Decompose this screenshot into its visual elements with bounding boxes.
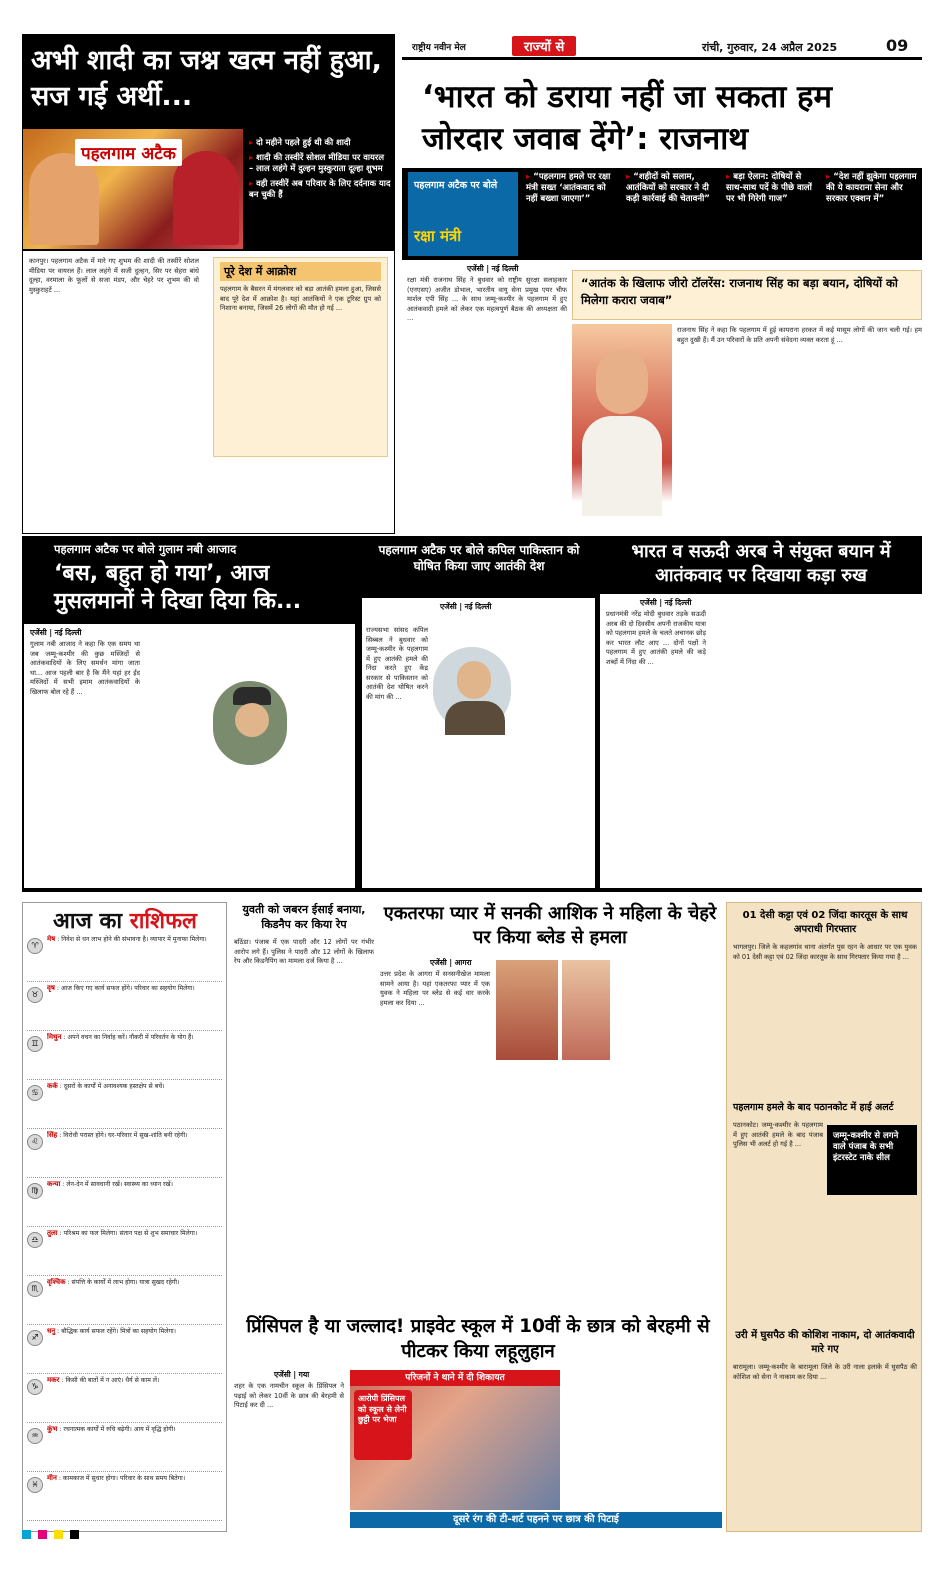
rashi-text-block [47,1033,222,1043]
rashi-text-block [47,984,222,994]
rashi-name: सिंह [47,1131,58,1139]
zodiac-icon: ♊ [27,1036,43,1052]
rajnath-point: ▸ “देश नहीं झुकेगा पहलगाम की ये कायराना सेना और सरकार एक्शन में” [826,172,918,205]
rashi-text-block [47,1131,222,1141]
azad-body-col3 [248,628,352,885]
zodiac-icon: ♋ [27,1085,43,1101]
conversion-headline: युवती को जबरन ईसाई बनाया, किडनैप कर किया रेप [242,903,366,931]
rashi-name: कुंभ [47,1425,58,1433]
sibal-byline: एजेंसी | नई दिल्ली [440,602,492,611]
rashi-separator: : [54,985,61,992]
rashi-text-block [47,1376,222,1386]
school-story [234,1314,722,1532]
sidebar-title: पूरे देश में आक्रोश [220,262,381,281]
rajnath-quote-body: राजनाथ सिंह ने कहा कि पहलगाम में हुई कायराना हरकत में कई मासूम लोगों की जान चली गई। हम बहुत दुखी हैं। मैं उन परिवारों के प्रति अपनी संवेदना व्यक्त करता हूं ... [677,326,922,344]
rajnath-headline: ‘भारत को डराया नहीं जा सकता हम जोरदार जवाब देंगे’: राजनाथ [422,79,833,157]
pathankot-headline: पहलगाम हमले के बाद पठानकोट में हाई अलर्ट [733,1102,894,1113]
rashi-row [27,1229,222,1276]
rashi-name: कन्या [47,1180,61,1188]
rashi-name: धनु [47,1327,56,1335]
pathankot-body-cont [733,1203,917,1323]
rashi-row [27,1033,222,1080]
rajnath-face [596,350,648,414]
saudi-story [600,536,922,892]
rashi-separator: : [57,1426,64,1433]
sibal-kicker: पहलगाम अटैक पर बोले कपिल पाकिस्तान को घोषित किया जाए आतंकी देश [378,543,580,573]
rashi-name: मिथुन [47,1033,62,1041]
blade-photo-2 [562,960,610,1060]
azad-body: गुलाम नबी आजाद ने कहा कि एक समय था जब जम्मू-कश्मीर की कुछ मस्जिदों से आतंकवादियों के लिए समर्थन मांगा जाता था... आज पहली बार है कि मैंने यहां हर ईद मस्जिदों में सभी इमाम आतंकवादियों के खिलाफ बोल रहे हैं ... [30,640,140,696]
rashi-text-block [47,1425,222,1435]
rashi-name: कर्क [47,1082,58,1090]
newspaper-page [22,34,922,1534]
rajnath-kurta [582,416,662,516]
rashi-separator: : [55,1328,62,1335]
rashifal-box [22,902,227,1532]
rashi-separator: : [65,1279,72,1286]
arrest-body: भागलपुर। जिले के कहलगांव थाना अंतर्गत पुस रहन के आधार पर एक युवक को 01 देसी कट्टा एवं 02 जिंदा कारतूस के साथ गिरफ्तार किया गया है ... [733,943,917,961]
rashifal-title-pre: आज का [53,909,123,934]
rashi-row [27,984,222,1031]
uri-headline: उरी में घुसपैठ की कोशिश नाकाम, दो आतंकवादी मारे गए [735,1330,915,1355]
rashi-text: आज किए गए कार्य सफल होंगे। परिवार का सहयोग मिलेगा। [60,985,195,992]
zodiac-icon: ♍ [27,1183,43,1199]
sibal-coat [445,701,505,735]
rashi-text-block [47,1082,222,1092]
wedding-photo [23,129,243,249]
wedding-bullet: ▸ वही तस्वीरें अब परिवार के लिए दर्दनाक याद बन चुकी हैं [249,178,391,200]
blade-story [380,902,720,1307]
rashi-separator: : [56,1475,63,1482]
blade-body-col2 [496,1066,608,1300]
rashi-separator: : [55,936,62,943]
rashi-name: वृष [47,984,55,992]
pahalgam-attack-tag: पहलगाम अटैक [75,139,182,166]
rajnath-byline: एजेंसी | नई दिल्ली [467,264,519,273]
rashi-row [27,935,222,982]
zodiac-icon: ♏ [27,1281,43,1297]
rajnath-panel [408,172,518,256]
zodiac-icon: ♎ [27,1232,43,1248]
rashi-row [27,1327,222,1374]
rashi-name: वृश्चिक [47,1278,66,1286]
rashi-row [27,1376,222,1423]
school-photo-callout: आरोपी प्रिंसिपल को स्कूल से लेनी छुट्टी पर भेजा [354,1390,412,1460]
saudi-body-col3 [818,598,916,885]
sibal-body-col2 [516,612,592,884]
rashi-separator: : [57,1230,64,1237]
zodiac-icon: ♑ [27,1379,43,1395]
school-photo [350,1370,560,1510]
azad-story [22,536,357,892]
arrest-headline: 01 देसी कट्टा एवं 02 जिंदा कारतूस के साथ अपराधी गिरफ्तार [742,910,908,935]
color-swatch [22,1530,31,1539]
masthead [402,34,922,60]
school-body-col2 [566,1370,722,1510]
wedding-body-continued [213,463,388,529]
rashi-name: तुला [47,1229,58,1237]
wedding-body: कानपुर। पहलगाम अटैक में मारे गए शुभम की शादी की तस्वीरें सोशल मीडिया पर वायरल हैं। लाल लहंगे में सजी दुल्हन, सिर पर सेहरा बांधे दूल्हा, वरमाला के फूलों से सजा मंडप, और चेहरे पर शुभम की वो मुस्कुराहटें ... [29,257,199,294]
middle-band [22,536,922,892]
saudi-headline: भारत व सऊदी अरब ने संयुक्त बयान में आतंकवाद पर दिखाया कड़ा रुख [631,541,891,586]
school-body: शहर के एक नामचीन स्कूल के प्रिंसिपल ने पढ़ाई को लेकर 10वीं के छात्र की बेरहमी से पिटाई कर दी ... [234,1382,344,1409]
zodiac-icon: ♒ [27,1428,43,1444]
page-number: 09 [886,36,909,55]
azad-headline: ‘बस, बहुत हो गया’, आज मुसलमानों ने दिखा दिया कि... [54,561,302,614]
rashi-text-block [47,1474,222,1484]
wedding-story [22,34,395,534]
blade-headline: एकतरफा प्यार में सनकी आशिक ने महिला के चेहरे पर किया ब्लेड से हमला [383,903,717,948]
rashi-text: विरोधी परास्त होंगे। घर-परिवार में सुख-शांति बनी रहेगी। [63,1132,188,1139]
rashi-row [27,1474,222,1521]
rashi-row [27,1278,222,1325]
rashi-text-block [47,1180,222,1190]
rashi-text: कामकाज में सुधार होगा। परिवार के साथ समय बितेगा। [62,1475,186,1482]
groom-figure [29,153,99,245]
rashi-text: किसी की बातों में न आएं। धैर्य से काम लें। [65,1377,160,1384]
rashi-text: निवेश से धन लाभ होने की संभावना है। व्यापार में मुनाफा मिलेगा। [61,936,207,943]
rashi-text: अपने वचन का निर्वाह करें। नौकरी में परिवर्तन के योग हैं। [67,1034,194,1041]
rashi-separator: : [59,1377,66,1384]
conversion-story [234,902,374,1307]
uri-body: बारामूला। जम्मू-कश्मीर के बारामूला जिले के उरी नाला इलाके में घुसपैठ की कोशिश को सेना ने नाकाम कर दिया ... [733,1363,917,1381]
panel-tag: पहलगाम अटैक पर बोले [414,180,498,191]
rajnath-quote-headline: “आतंक के खिलाफ जीरो टॉलरेंस: राजनाथ सिंह का बड़ा बयान, दोषियों को मिलेगा करारा जवाब” [572,270,922,320]
rashi-text: लेन-देन में सावधानी रखें। स्वास्थ्य का ध्यान रखें। [66,1181,173,1188]
rashifal-title-main: राशिफल [129,909,197,934]
rashi-text-block [47,1327,222,1337]
wedding-sidebar [213,257,388,457]
rajnath-photo [572,324,672,522]
rajnath-body: रक्षा मंत्री राजनाथ सिंह ने बुधवार को राष्ट्रीय सुरक्षा सलाहकार (एनएसए) अजीत डोभाल, भारतीय वायु सेना प्रमुख एयर चीफ मार्शल एपी सिंह ... के साथ जम्मू-कश्मीर के पहलगाम में हुए आतंकवादी हमले को लेकर एक महत्वपूर्ण बैठक की अध्यक्षता की ... [407,276,567,322]
rashi-separator: : [57,1132,64,1139]
rashi-row [27,1131,222,1178]
rashi-separator: : [60,1181,67,1188]
rashi-separator: : [57,1083,64,1090]
section-name: राज्यों से [512,36,576,56]
bride-figure [173,151,239,245]
saudi-body-col2 [712,598,812,885]
blade-photo-1 [496,960,558,1060]
rashi-text: परिश्रम का फल मिलेगा। संतान पक्ष से शुभ समाचार मिलेगा। [63,1230,198,1237]
rashi-text-block [47,1229,222,1239]
rashi-text-block [47,935,222,945]
sibal-body: राज्यसभा सांसद कपिल सिब्बल ने बुधवार को जम्मू-कश्मीर के पहलगाम में हुए आतंकी हमले की निंदा करते हुए केंद्र सरकार से पाकिस्तान को आतंकी देश घोषित करने की मांग की ... [366,626,428,701]
wedding-headline: अभी शादी का जश्न खत्म नहीं हुआ, सज गई अर्थी... [31,45,382,112]
school-bottom-banner: दूसरे रंग की टी-शर्ट पहनने पर छात्र की पिटाई [350,1512,722,1528]
conversion-body: बठिंडा। पंजाब में एक पादरी और 12 लोगों पर गंभीर आरोप लगे हैं। पुलिस ने पादरी और 12 लोगों के खिलाफ रेप और किडनैपिंग का मामला दर्ज किया है ... [234,938,374,965]
rajnath-point: ▸ बड़ा ऐलान: दोषियों से साथ-साथ पर्दे के पीछे वालों पर भी गिरेगी गाज” [726,172,818,205]
blade-byline: एजेंसी | आगरा [430,958,472,967]
wedding-bullet: ▸ दो महीने पहले हुई थी की शादी [249,137,391,148]
wedding-bullet: ▸ शादी की तस्वीरें सोशल मीडिया पर वायरल – लाल लहंगे में दुल्हन मुस्कुराता दूल्हा शुभम [249,152,391,174]
blade-body-col3 [614,960,720,1300]
rajnath-point: ▸ “शहीदों को सलाम, आतंकियों को सरकार ने दी कड़ी कार्रवाई की चेतावनी” [626,172,718,205]
school-photo-banner: परिजनों ने थाने में दी शिकायत [350,1370,560,1386]
rajnath-points-strip [402,168,922,260]
zodiac-icon: ♐ [27,1330,43,1346]
arrest-column [726,902,922,1532]
rashi-text: संपत्ति के कार्यों में लाभ होगा। यात्रा सुखद रहेगी। [71,1279,180,1286]
rajnath-point: ▸ “पहलगाम हमले पर रक्षा मंत्री सख्त ‘आतंकवाद को नहीं बख्शा जाएगा’” [526,172,618,205]
pathankot-body: पठानकोट। जम्मू-कश्मीर के पहलगाम में हुए आतंकी हमले के बाद पंजाब पुलिस भी अलर्ट हो गई है ... [733,1121,823,1148]
sibal-face [457,661,491,699]
registration-bar [22,1524,922,1534]
wedding-bullets [249,137,391,200]
sibal-photo [430,644,514,734]
rashi-name: मेष [47,935,56,943]
saudi-byline: एजेंसी | नई दिल्ली [640,598,692,607]
rashi-text: रचनात्मक कार्यों में रुचि बढ़ेगी। आय में वृद्धि होगी। [63,1426,176,1433]
rashi-text: बौद्धिक कार्य सफल रहेंगे। मित्रों का सहयोग मिलेगा। [61,1328,176,1335]
zodiac-icon: ♉ [27,987,43,1003]
rashi-row [27,1082,222,1129]
rashi-separator: : [61,1034,68,1041]
school-headline: प्रिंसिपल है या जल्लाद! प्राइवेट स्कूल में 10वीं के छात्र को बेरहमी से पीटकर किया लहूलुहान [246,1316,710,1362]
rashi-text: दूसरों के कार्यों में अनावश्यक हस्तक्षेप से बचें। [63,1083,165,1090]
rashifal-title [53,905,197,935]
zodiac-icon: ♌ [27,1134,43,1150]
paper-name: राष्ट्रीय नवीन मेल [412,43,466,53]
panel-name: रक्षा मंत्री [414,227,462,245]
color-swatch [54,1530,63,1539]
rashi-row [27,1425,222,1472]
rashi-row [27,1180,222,1227]
rashi-name: मकर [47,1376,60,1384]
saudi-body: प्रधानमंत्री नरेंद्र मोदी बुधवार तड़के सऊदी अरब की दो दिवसीय अपनी राजकीय यात्रा को पहलगाम हमले के चलते अचानक छोड़ कर भारत लौट आए ... दोनों पक्षों ने पहलगाम में हुए आतंकी हमले की कड़े शब्दों में निंदा की ... [606,610,706,666]
school-byline: एजेंसी | गया [274,1370,310,1379]
rashi-text-block [47,1278,222,1288]
pathankot-callout: जम्मू-कश्मीर से लगने वाले पंजाब के सभी इंटरस्टेट नाके सील [827,1125,917,1195]
sibal-story [360,536,597,892]
azad-kicker: पहलगाम अटैक पर बोले गुलाम नबी आजाद [54,542,237,556]
rashi-name: मीन [47,1474,57,1482]
sidebar-body: पहलगाम के बैसरन में मंगलवार को बड़ा आतंकी हमला हुआ, जिससे बाद पूरे देश में आक्रोश है। यहां आतंकियों ने एक टूरिस्ट ग्रुप को निशाना बनाया, जिसमें 26 लोगों की मौत हो गई ... [220,285,381,312]
zodiac-icon: ♈ [27,938,43,954]
color-swatch [38,1530,47,1539]
blade-body: उत्तर प्रदेश के आगरा में सनसनीखेज मामला सामने आया है। यहां एकतरफा प्यार में एक युवक ने महिला पर ब्लेड से कई वार करके हमला कर दिया ... [380,970,490,1007]
azad-byline: एजेंसी | नई दिल्ली [30,628,82,637]
issue-date: रांची, गुरुवार, 24 अप्रैल 2025 [702,41,838,54]
color-swatch [70,1530,79,1539]
zodiac-icon: ♓ [27,1477,43,1493]
